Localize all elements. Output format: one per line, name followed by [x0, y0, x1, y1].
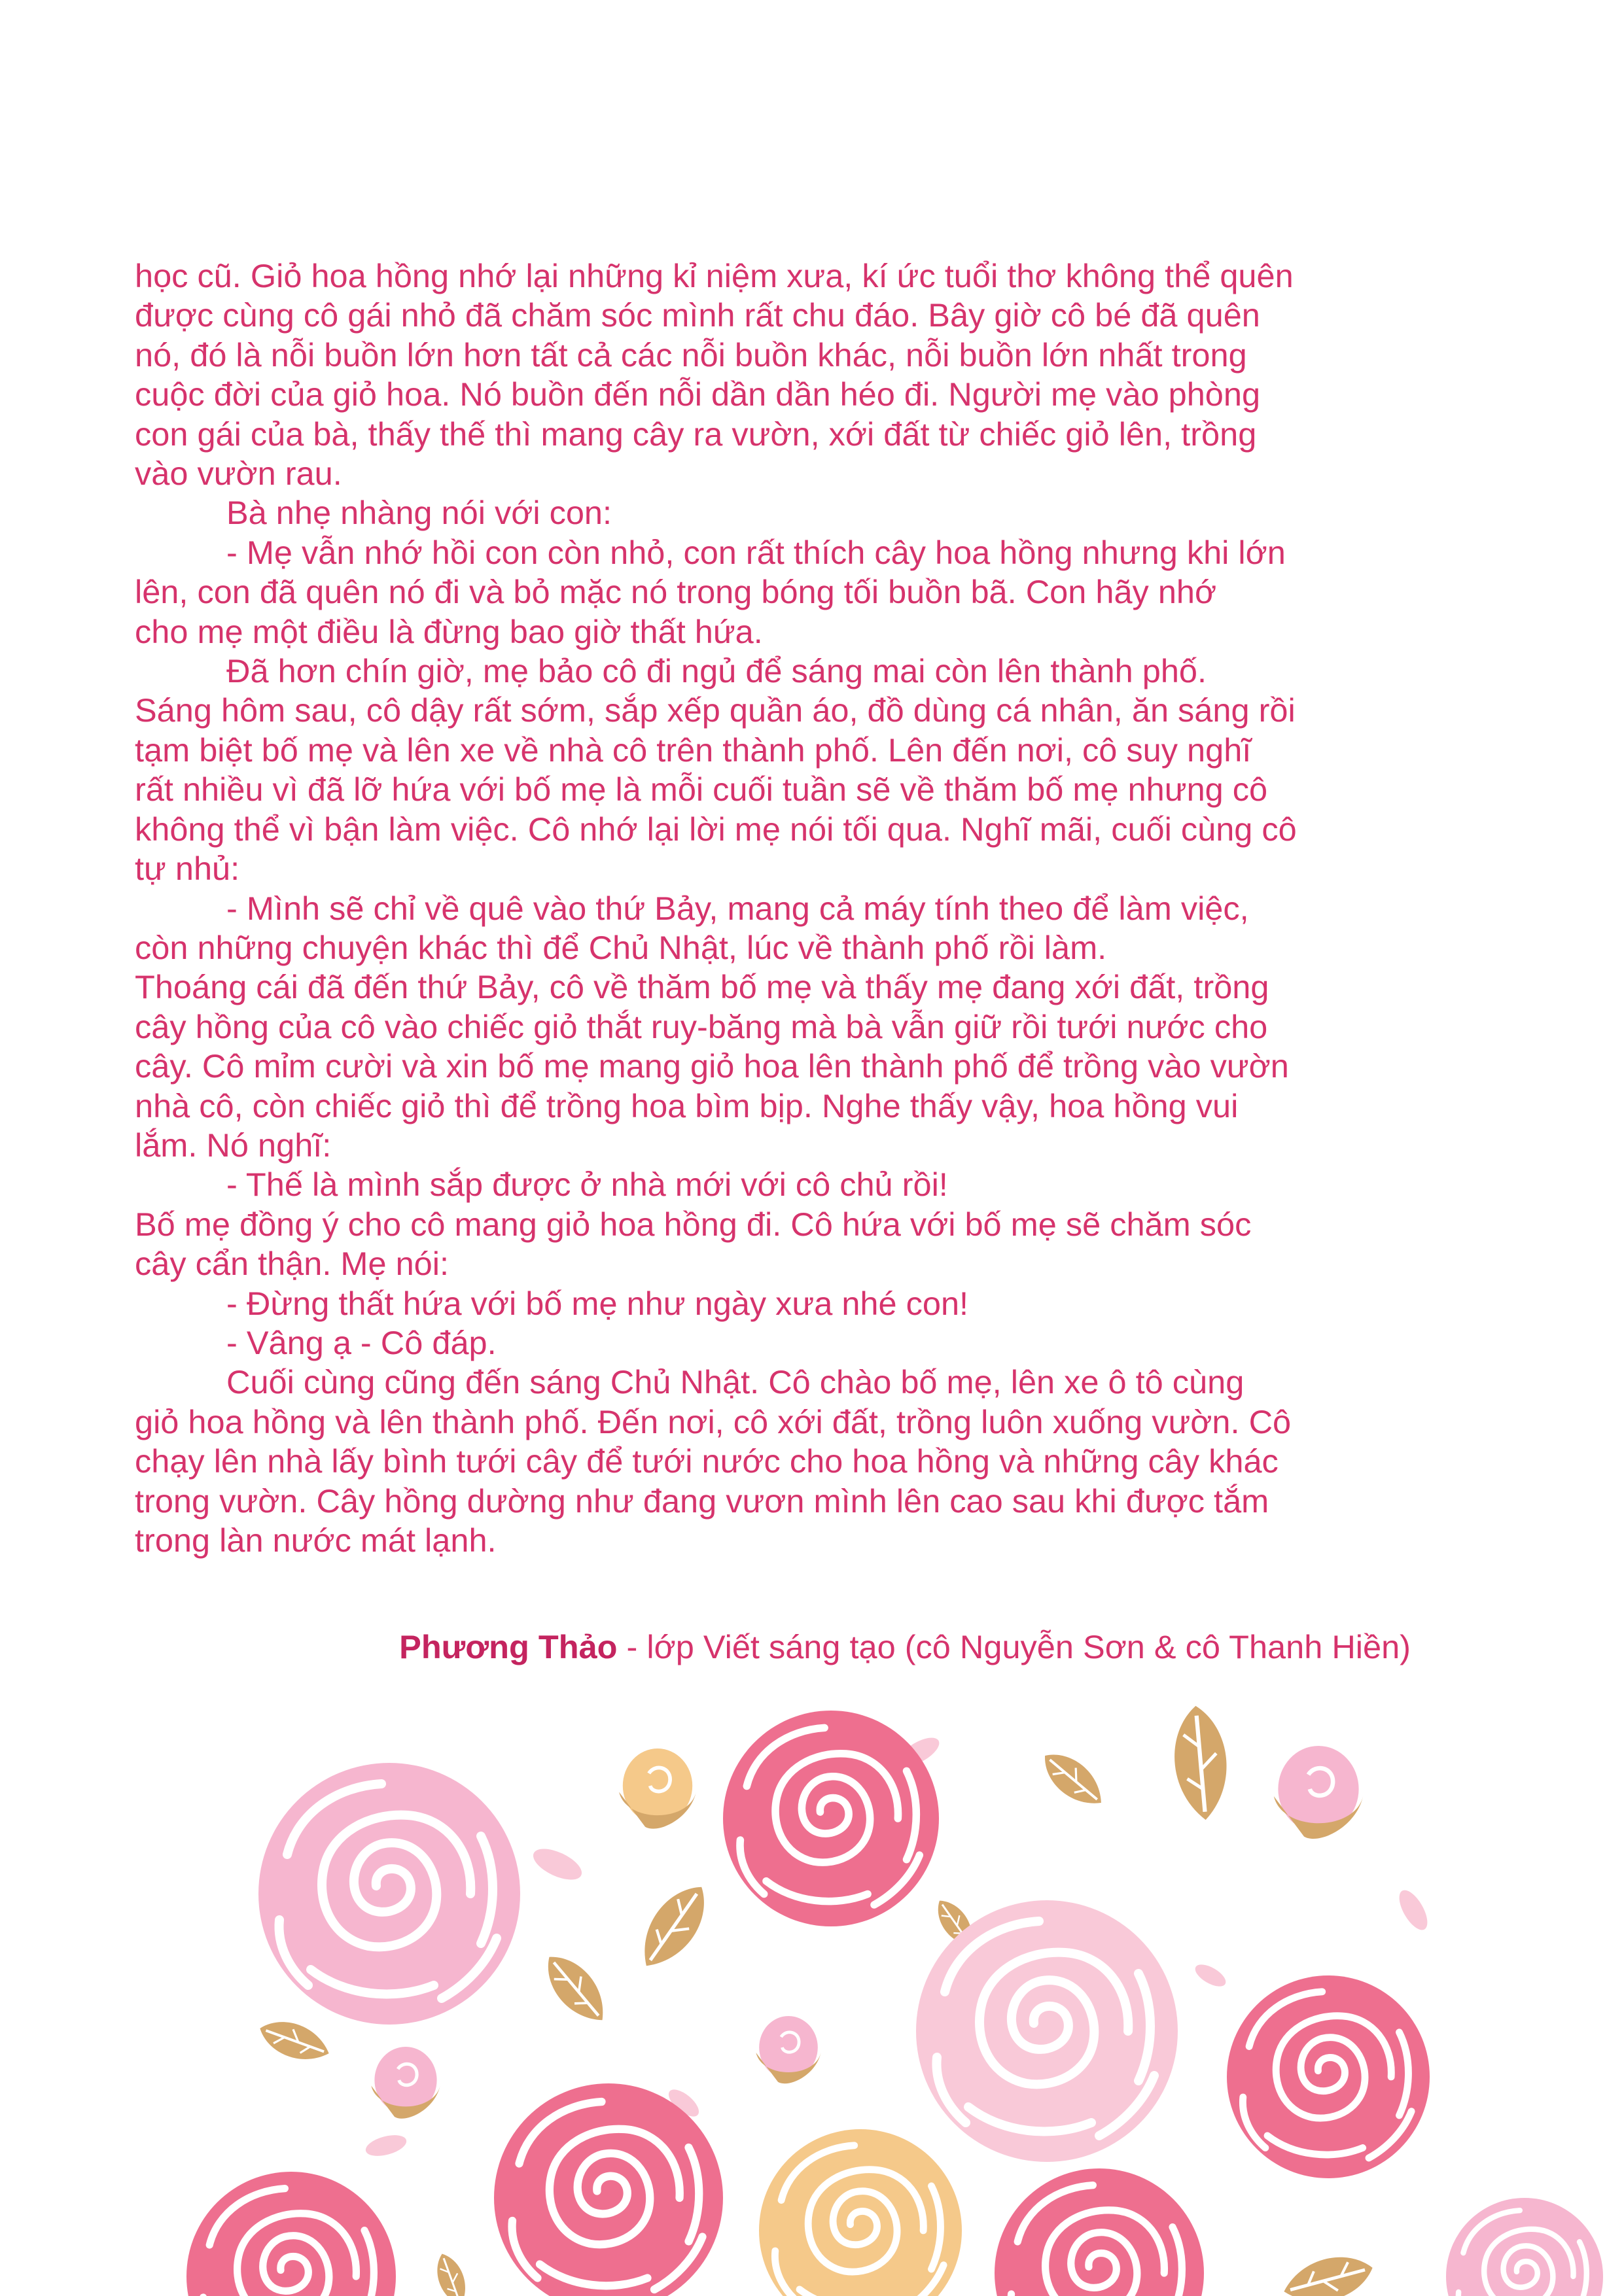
story-line: học cũ. Giỏ hoa hồng nhớ lại những kỉ niệm xưa, kí ức tuổi thơ không thể quên [135, 257, 1294, 294]
petal [1394, 1886, 1433, 1934]
story-line: trong làn nước mát lạnh. [135, 1522, 497, 1559]
story-line: - Mẹ vẫn nhớ hồi con còn nhỏ, con rất thích cây hoa hồng nhưng khi lớn [226, 533, 1286, 571]
story-line: Đã hơn chín giờ, mẹ bảo cô đi ngủ để sáng mai còn lên thành phố. [226, 652, 1207, 690]
story-line: tạm biệt bố mẹ và lên xe về nhà cô trên thành phố. Lên đến nơi, cô suy nghĩ [135, 731, 1252, 769]
story-line: con gái của bà, thấy thế thì mang cây ra vườn, xới đất từ chiếc giỏ lên, trồng [135, 415, 1257, 453]
rose-illustration [0, 1701, 1624, 2296]
story-line: còn những chuyện khác thì để Chủ Nhật, lúc về thành phố rồi làm. [135, 928, 1107, 966]
story-line: cây hồng của cô vào chiếc giỏ thắt ruy-băng mà bà vẫn giữ rồi tưới nước cho [135, 1007, 1268, 1045]
leaf [629, 1875, 720, 1978]
rose [759, 2129, 962, 2296]
story-line: - Mình sẽ chỉ về quê vào thứ Bảy, mang cả máy tính theo để làm việc, [226, 889, 1249, 927]
petal [1192, 1960, 1229, 1991]
story-line: được cùng cô gái nhỏ đã chăm sóc mình rất chu đáo. Bây giờ cô bé đã quên [135, 296, 1260, 334]
rose [1227, 1975, 1430, 2178]
rose [723, 1711, 939, 1926]
story-line: cuộc đời của giỏ hoa. Nó buồn đến nỗi dần dần héo đi. Người mẹ vào phòng [135, 375, 1261, 413]
story-line: tự nhủ: [135, 850, 240, 888]
story-line: - Thế là mình sắp được ở nhà mới với cô chủ rồi! [226, 1166, 948, 1204]
story-line: cây cẩn thận. Mẹ nói: [135, 1245, 450, 1283]
story-body [135, 256, 1411, 1560]
leaf [1170, 1703, 1231, 1822]
story-line: Thoáng cái đã đến thứ Bảy, cô về thăm bố mẹ và thấy mẹ đang xới đất, trồng [135, 968, 1269, 1006]
story-line: cây. Cô mỉm cười và xin bố mẹ mang giỏ hoa lên thành phố để trồng vào vườn [135, 1047, 1289, 1085]
leaf [1279, 2248, 1378, 2296]
story-line: chạy lên nhà lấy bình tưới cây để tưới nước cho hoa hồng và những cây khác [135, 1442, 1279, 1480]
rose-bud [371, 2047, 440, 2119]
story-line: Bà nhẹ nhàng nói với con: [226, 494, 612, 532]
story-line: nhà cô, còn chiếc giỏ thì để trồng hoa bìm bịp. Nghe thấy vậy, hoa hồng vui [135, 1087, 1239, 1124]
story-line: - Đừng thất hứa với bố mẹ như ngày xưa nhé con! [226, 1284, 969, 1322]
leaf [431, 2250, 472, 2296]
story-line: lắm. Nó nghĩ: [135, 1126, 332, 1164]
story-line: cho mẹ một điều là đừng bao giờ thất hứa. [135, 612, 763, 650]
author-name: Phương Thảo [399, 1628, 618, 1665]
rose [258, 1763, 520, 2025]
rose-bud [619, 1748, 696, 1829]
rose [995, 2168, 1204, 2296]
story-line: không thể vì bận làm việc. Cô nhớ lại lời mẹ nói tối qua. Nghĩ mãi, cuối cùng cô [135, 810, 1297, 848]
story-line: trong vườn. Cây hồng dường như đang vươn mình lên cao sau khi được tắm [135, 1482, 1269, 1520]
story-line: Sáng hôm sau, cô dậy rất sớm, sắp xếp quần áo, đồ dùng cá nhân, ăn sáng rồi [135, 691, 1296, 729]
byline-class: - lớp Viết sáng tạo (cô Nguyễn Sơn & cô Thanh Hiền) [617, 1628, 1411, 1665]
story-line: nó, đó là nỗi buồn lớn hơn tất cả các nỗi buồn khác, nỗi buồn lớn nhất trong [135, 336, 1247, 374]
byline [399, 1627, 1411, 1667]
rose-bud [756, 2016, 821, 2083]
rose [1446, 2198, 1603, 2296]
story-line: Bố mẹ đồng ý cho cô mang giỏ hoa hồng đi. Cô hứa với bố mẹ sẽ chăm sóc [135, 1205, 1252, 1243]
petal [529, 1843, 586, 1886]
story-line: Cuối cùng cũng đến sáng Chủ Nhật. Cô chào bố mẹ, lên xe ô tô cùng [226, 1363, 1244, 1401]
leaf [535, 1945, 616, 2032]
rose-bud [1274, 1746, 1363, 1839]
story-line: giỏ hoa hồng và lên thành phố. Đến nơi, cô xới đất, trồng luôn xuống vườn. Cô [135, 1402, 1292, 1440]
story-line: vào vườn rau. [135, 455, 342, 493]
leaf [255, 2013, 334, 2069]
rose [186, 2172, 396, 2296]
story-line: lên, con đã quên nó đi và bỏ mặc nó trong bóng tối buồn bã. Con hãy nhớ [135, 573, 1217, 611]
petal [363, 2131, 408, 2160]
leaf [1034, 1743, 1112, 1816]
rose [916, 1900, 1178, 2162]
story-line: - Vâng ạ - Cô đáp. [226, 1323, 497, 1361]
story-line: rất nhiều vì đã lỡ hứa với bố mẹ là mỗi cuối tuần sẽ về thăm bố mẹ nhưng cô [135, 771, 1268, 809]
